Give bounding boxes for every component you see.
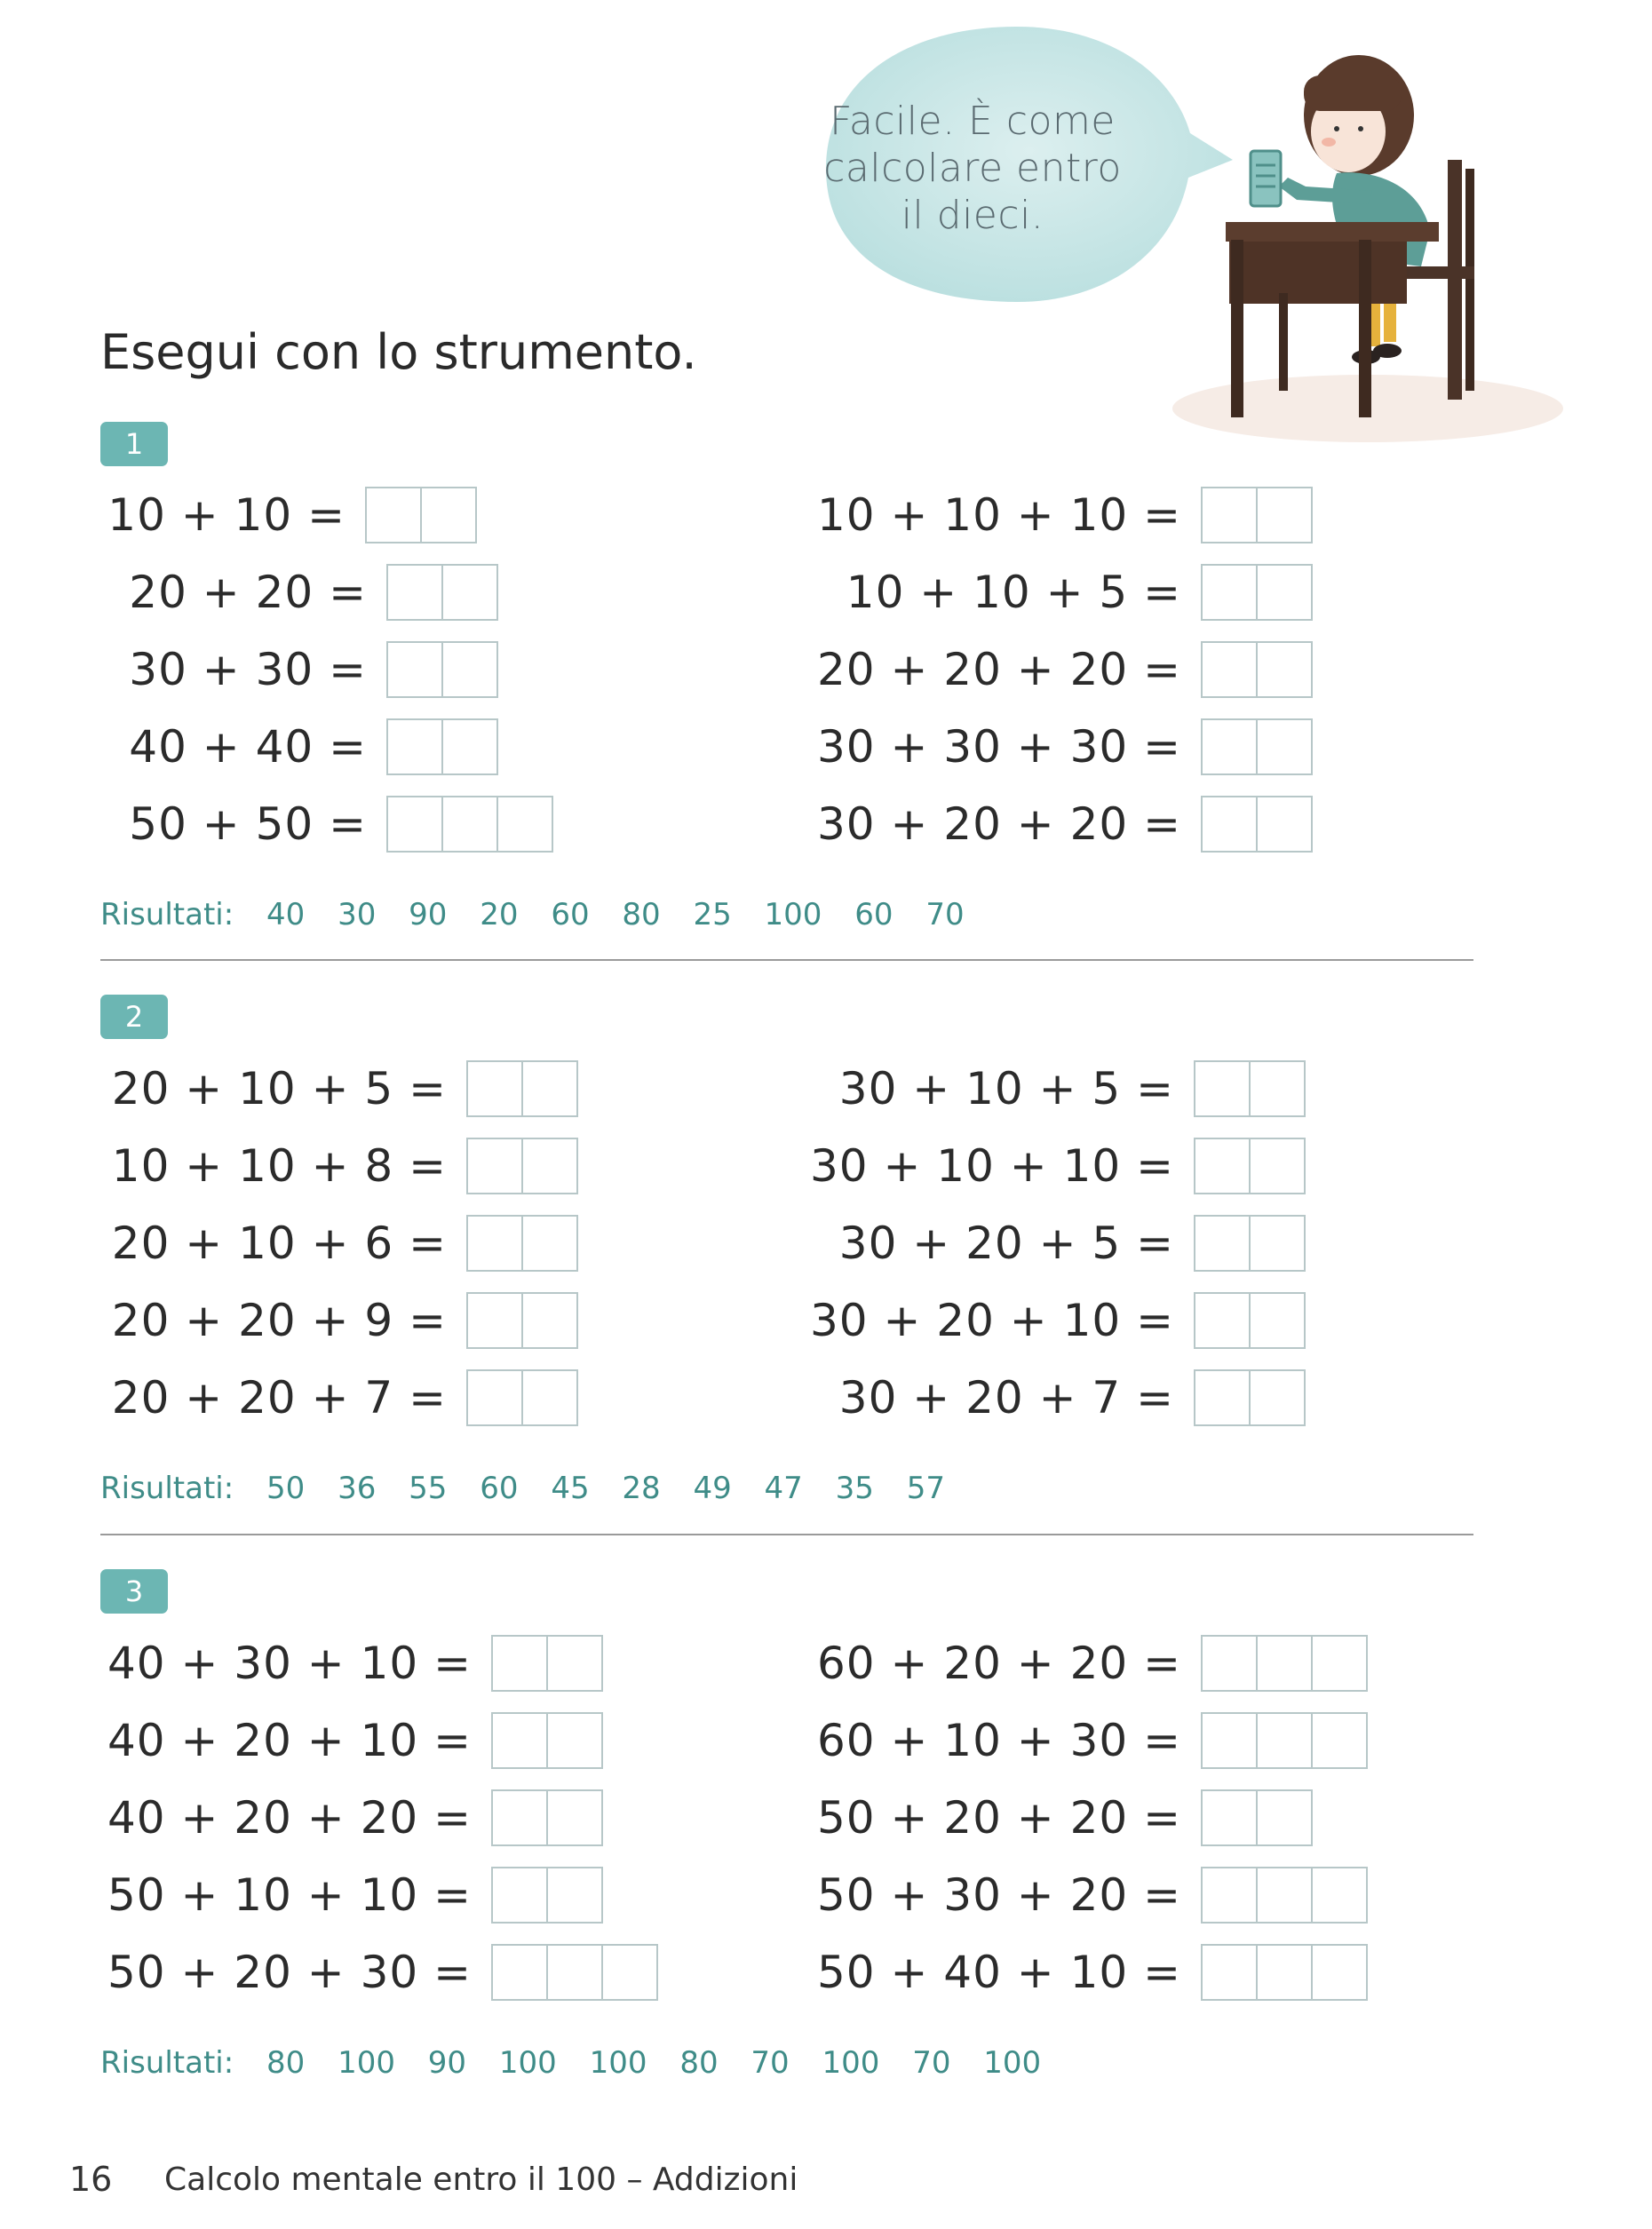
equation-row [799,1370,1306,1425]
answer-boxes[interactable] [1201,1944,1368,2001]
answer-boxes[interactable] [1201,1712,1368,1769]
answer-box[interactable] [1201,796,1258,853]
results-label: Risultati: [100,2045,234,2081]
equation-row [100,719,498,774]
equation-row [100,1370,578,1425]
answer-box[interactable] [521,1369,578,1426]
results-label: Risultati: [100,897,234,932]
results-line [100,1471,945,1506]
answer-box[interactable] [441,641,498,698]
answer-box[interactable] [601,1944,658,2001]
answer-box[interactable] [546,1867,603,1924]
result-value: 50 [266,1471,306,1506]
equation-row [799,1868,1368,1923]
exercise-number-badge: 1 [100,422,168,466]
equation-expression: 30 + 10 + 10 = [809,1140,1174,1192]
result-value: 60 [854,897,894,932]
answer-box[interactable] [441,718,498,775]
answer-box[interactable] [1201,1944,1258,2001]
answer-boxes[interactable] [1201,487,1313,543]
equation-row [100,1945,658,2000]
equation-row [799,1293,1306,1348]
answer-box[interactable] [1201,487,1258,543]
answer-box[interactable] [521,1215,578,1272]
equation-row [799,565,1313,620]
answer-box[interactable] [1256,796,1313,853]
answer-box[interactable] [521,1138,578,1194]
answer-boxes[interactable] [1201,1867,1368,1924]
answer-box[interactable] [1201,1789,1258,1846]
answer-box[interactable] [1194,1215,1251,1272]
equation-row [799,1945,1368,2000]
answer-boxes[interactable] [1194,1138,1306,1194]
answer-box[interactable] [386,564,443,621]
speech-line: calcolare entro [823,146,1122,191]
answer-box[interactable] [466,1292,523,1349]
answer-box[interactable] [1201,641,1258,698]
answer-box[interactable] [1256,1867,1313,1924]
equation-expression: 20 + 10 + 5 = [111,1063,447,1114]
equation-row [799,642,1313,697]
answer-boxes[interactable] [466,1138,578,1194]
equation-expression: 10 + 10 + 10 = [816,489,1181,541]
answer-boxes[interactable] [491,1712,603,1769]
result-value: 70 [751,2045,790,2081]
result-value: 90 [427,2045,467,2081]
equation-row [799,1636,1368,1691]
instruction-heading: Esegui con lo strumento. [100,324,697,380]
equation-expression: 40 + 20 + 10 = [107,1715,472,1766]
answer-boxes[interactable] [491,1944,658,2001]
equation-expression: 30 + 20 + 7 = [838,1372,1174,1424]
result-value: 100 [764,897,822,932]
equation-row [100,1138,578,1194]
result-value: 25 [693,897,732,932]
answer-boxes[interactable] [1201,1789,1313,1846]
equation-expression: 30 + 20 + 5 = [838,1218,1174,1269]
exercise-number-badge: 3 [100,1569,168,1614]
answer-box[interactable] [420,487,477,543]
result-value: 80 [679,2045,719,2081]
answer-box[interactable] [1311,1944,1368,2001]
equation-row [100,1216,578,1271]
answer-box[interactable] [546,1944,603,2001]
answer-boxes[interactable] [1201,564,1313,621]
answer-box[interactable] [386,718,443,775]
answer-boxes[interactable] [491,1635,603,1692]
result-value: 70 [925,897,965,932]
answer-boxes[interactable] [1201,796,1313,853]
result-value: 49 [693,1471,732,1506]
equation-expression: 20 + 20 + 9 = [111,1295,447,1346]
equation-row [100,1790,603,1845]
equation-expression: 30 + 30 + 30 = [816,721,1181,773]
result-value: 100 [983,2045,1042,2081]
result-value: 70 [912,2045,951,2081]
equation-expression: 20 + 20 = [129,567,367,618]
equation-row [799,1790,1313,1845]
answer-box[interactable] [1201,1867,1258,1924]
result-value: 20 [480,897,519,932]
answer-box[interactable] [491,1944,548,2001]
answer-box[interactable] [521,1292,578,1349]
result-value: 28 [622,1471,661,1506]
result-value: 60 [480,1471,519,1506]
equation-expression: 50 + 20 + 20 = [816,1792,1181,1844]
equation-expression: 60 + 20 + 20 = [816,1638,1181,1689]
equation-row [100,1293,578,1348]
answer-box[interactable] [491,1867,548,1924]
result-value: 100 [822,2045,880,2081]
answer-boxes[interactable] [1201,641,1313,698]
equation-expression: 40 + 30 + 10 = [107,1638,472,1689]
section-divider [100,959,1473,961]
results-line [100,897,965,932]
answer-boxes[interactable] [1194,1369,1306,1426]
answer-boxes[interactable] [491,1867,603,1924]
equation-expression: 30 + 30 = [129,644,367,695]
result-value: 100 [338,2045,395,2081]
result-value: 40 [266,897,306,932]
answer-box[interactable] [1194,1369,1251,1426]
answer-box[interactable] [466,1369,523,1426]
page-number: 16 [69,2160,113,2199]
answer-box[interactable] [386,796,443,853]
answer-box[interactable] [386,641,443,698]
equation-row [100,1868,603,1923]
speech-line: Facile. È come [830,99,1116,144]
result-value: 45 [551,1471,590,1506]
answer-boxes[interactable] [386,564,498,621]
answer-box[interactable] [1249,1215,1306,1272]
answer-boxes[interactable] [1194,1292,1306,1349]
answer-box[interactable] [1256,1944,1313,2001]
equation-expression: 20 + 20 + 20 = [816,644,1181,695]
answer-box[interactable] [546,1712,603,1769]
equation-expression: 50 + 40 + 10 = [816,1947,1181,1998]
answer-box[interactable] [1201,564,1258,621]
result-value: 36 [338,1471,377,1506]
answer-boxes[interactable] [466,1369,578,1426]
equation-expression: 10 + 10 = [107,489,345,541]
answer-box[interactable] [1201,718,1258,775]
results-label: Risultati: [100,1471,234,1506]
answer-box[interactable] [496,796,553,853]
answer-box[interactable] [546,1789,603,1846]
answer-boxes[interactable] [386,718,498,775]
result-value: 80 [266,2045,306,2081]
answer-box[interactable] [1256,1635,1313,1692]
answer-box[interactable] [1311,1712,1368,1769]
girl-at-desk-illustration-icon [1155,27,1563,453]
result-value: 60 [551,897,590,932]
result-value: 55 [409,1471,448,1506]
equation-expression: 20 + 10 + 6 = [111,1218,447,1269]
equation-expression: 40 + 40 = [129,721,367,773]
answer-boxes[interactable] [466,1060,578,1117]
answer-box[interactable] [1311,1867,1368,1924]
answer-boxes[interactable] [466,1292,578,1349]
result-value: 100 [498,2045,557,2081]
answer-box[interactable] [466,1060,523,1117]
result-value: 35 [835,1471,874,1506]
equation-expression: 10 + 10 + 8 = [111,1140,447,1192]
answer-box[interactable] [1194,1060,1251,1117]
answer-boxes[interactable] [491,1789,603,1846]
answer-box[interactable] [1256,564,1313,621]
answer-box[interactable] [491,1712,548,1769]
answer-box[interactable] [1249,1292,1306,1349]
answer-box[interactable] [466,1138,523,1194]
answer-box[interactable] [441,796,498,853]
answer-box[interactable] [1194,1138,1251,1194]
equation-expression: 50 + 10 + 10 = [107,1869,472,1921]
answer-box[interactable] [1256,1712,1313,1769]
equation-row [799,1061,1306,1116]
answer-box[interactable] [1201,1712,1258,1769]
equation-expression: 30 + 20 + 20 = [816,798,1181,850]
answer-boxes[interactable] [386,641,498,698]
equation-row [799,719,1313,774]
answer-box[interactable] [521,1060,578,1117]
results-line [100,2045,1041,2081]
equation-expression: 10 + 10 + 5 = [846,567,1181,618]
speech-line: il dieci. [901,193,1044,238]
answer-boxes[interactable] [1194,1215,1306,1272]
equation-row [799,488,1313,543]
answer-box[interactable] [1201,1635,1258,1692]
equation-row [799,797,1313,852]
answer-box[interactable] [441,564,498,621]
equation-expression: 30 + 20 + 10 = [809,1295,1174,1346]
answer-box[interactable] [1256,641,1313,698]
equation-expression: 60 + 10 + 30 = [816,1715,1181,1766]
result-value: 57 [906,1471,945,1506]
answer-boxes[interactable] [1201,1635,1368,1692]
section-divider [100,1534,1473,1535]
answer-box[interactable] [1249,1060,1306,1117]
equation-row [100,565,498,620]
equation-row [100,1713,603,1768]
answer-box[interactable] [1256,718,1313,775]
answer-box[interactable] [1256,487,1313,543]
equation-expression: 40 + 20 + 20 = [107,1792,472,1844]
equation-row [799,1216,1306,1271]
answer-box[interactable] [1249,1369,1306,1426]
equation-expression: 50 + 20 + 30 = [107,1947,472,1998]
result-value: 90 [409,897,448,932]
answer-box[interactable] [1194,1292,1251,1349]
answer-box[interactable] [1249,1138,1306,1194]
equation-row [100,797,553,852]
answer-boxes[interactable] [466,1215,578,1272]
equation-expression: 30 + 10 + 5 = [838,1063,1174,1114]
result-value: 100 [589,2045,647,2081]
equation-expression: 50 + 50 = [129,798,367,850]
page-footer-title: Calcolo mentale entro il 100 – Addizioni [164,2162,798,2198]
equation-row [100,1636,603,1691]
answer-boxes[interactable] [386,796,553,853]
equation-row [100,488,477,543]
answer-box[interactable] [466,1215,523,1272]
exercise-number-badge: 2 [100,995,168,1039]
speech-bubble-text [799,98,1146,239]
answer-box[interactable] [491,1789,548,1846]
equation-row [799,1138,1306,1194]
result-value: 47 [764,1471,803,1506]
answer-boxes[interactable] [365,487,477,543]
result-value: 30 [338,897,377,932]
equation-row [799,1713,1368,1768]
answer-box[interactable] [1311,1635,1368,1692]
equation-expression: 50 + 30 + 20 = [816,1869,1181,1921]
equation-expression: 20 + 20 + 7 = [111,1372,447,1424]
answer-boxes[interactable] [1194,1060,1306,1117]
answer-box[interactable] [546,1635,603,1692]
result-value: 80 [622,897,661,932]
answer-box[interactable] [365,487,422,543]
answer-boxes[interactable] [1201,718,1313,775]
answer-box[interactable] [491,1635,548,1692]
equation-row [100,642,498,697]
answer-box[interactable] [1256,1789,1313,1846]
equation-row [100,1061,578,1116]
